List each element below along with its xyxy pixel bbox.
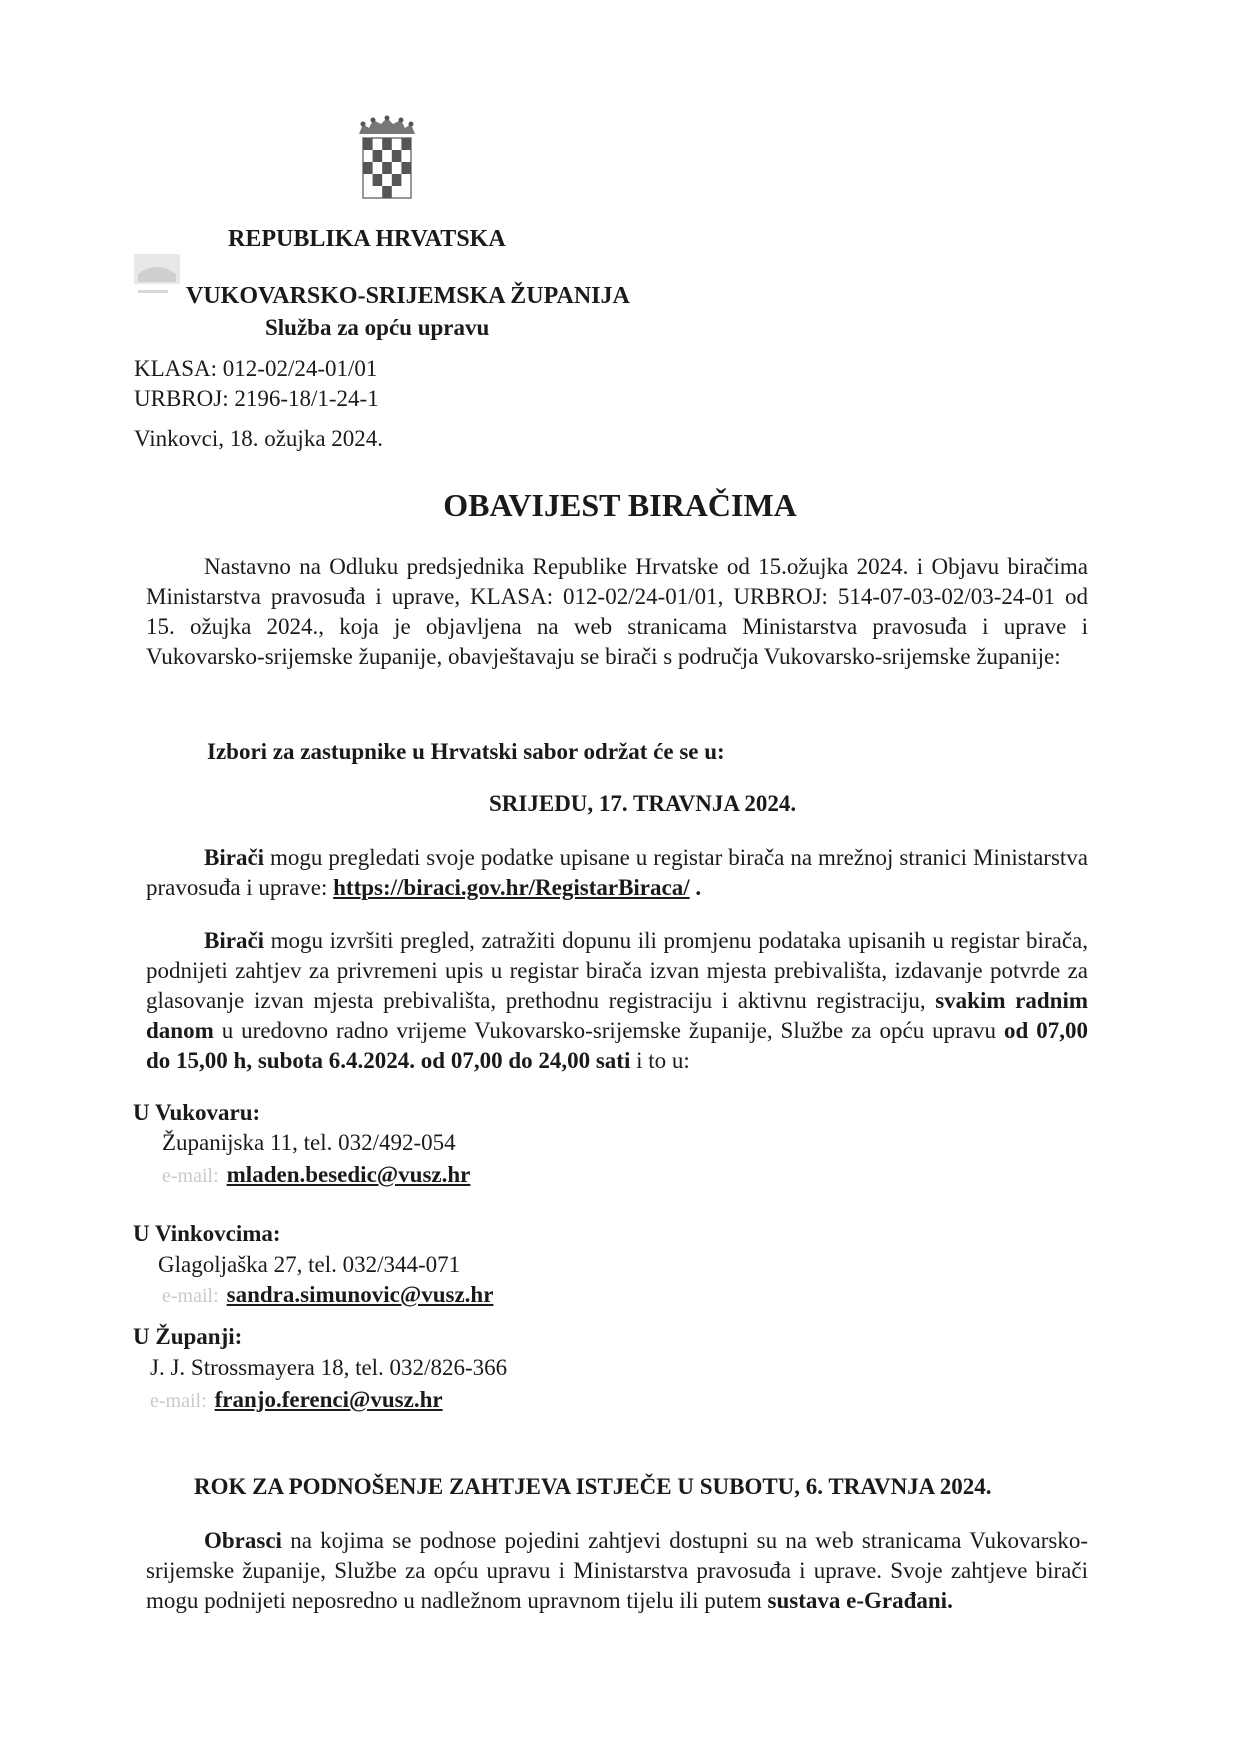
election-date: SRIJEDU, 17. TRAVNJA 2024. <box>489 791 797 816</box>
email-link-vinkovci[interactable]: sandra.simunovic@vusz.hr <box>226 1282 494 1307</box>
county-name: VUKOVARSKO-SRIJEMSKA ŽUPANIJA <box>186 283 630 309</box>
croatian-coat-of-arms-icon <box>355 112 419 208</box>
deadline-notice: ROK ZA PODNOŠENJE ZAHTJEVA ISTJEČE U SUBOTU, 6. TRAVNJA 2024. <box>194 1474 992 1499</box>
register-link[interactable]: https://biraci.gov.hr/RegistarBiraca/ <box>333 875 690 900</box>
office-email-vukovar: e-mail: mladen.besedic@vusz.hr <box>162 1162 471 1187</box>
office-heading-zupanja: U Županji: <box>133 1324 243 1349</box>
office-heading-vinkovci: U Vinkovcima: <box>133 1221 281 1246</box>
office-address-vukovar: Županijska 11, tel. 032/492-054 <box>162 1130 456 1155</box>
forms-paragraph: Obrasci na kojima se podnose pojedini zahtjevi dostupni su na web stranicama Vukovarsko-srijemske županije, Službe za opću upravu i Ministarstva pravosuđa i uprave. Svoje zahtjeve birači mogu podnijeti neposredno u nadležnom upravnom tijelu ili putem sustava e-Građani. <box>146 1528 1088 1613</box>
register-paragraph: Birači mogu pregledati svoje podatke upisane u registar birača na mrežnoj stranici Ministarstva pravosuđa i uprave: https://biraci.gov.hr/RegistarBiraca/ . <box>146 845 1088 900</box>
county-logo-icon <box>132 252 182 300</box>
office-address-vinkovci: Glagoljaška 27, tel. 032/344-071 <box>158 1252 461 1277</box>
country-name: REPUBLIKA HRVATSKA <box>228 226 506 252</box>
intro-paragraph: Nastavno na Odluku predsjednika Republike Hrvatske od 15.ožujka 2024. i Objavu biračima Ministarstva pravosuđa i uprave, KLASA: 012-02/24-01/01, URBROJ: 514-07-03-02/03-24-01 od 15. ožujka 2024., koja je objavljena na web stranicama Ministarstva pravosuđa i uprave i Vukovarsko-srijemske županije, obavještavaju se birači s područja Vukovarsko-srijemske županije: <box>146 554 1088 669</box>
service-name: Služba za opću upravu <box>265 315 490 340</box>
urbroj: URBROJ: 2196-18/1-24-1 <box>134 386 379 411</box>
elections-line: Izbori za zastupnike u Hrvatski sabor održat će se u: <box>207 739 725 764</box>
email-link-vukovar[interactable]: mladen.besedic@vusz.hr <box>226 1162 471 1187</box>
email-link-zupanja[interactable]: franjo.ferenci@vusz.hr <box>214 1387 443 1412</box>
klasa: KLASA: 012-02/24-01/01 <box>134 356 378 381</box>
requests-paragraph: Birači mogu izvršiti pregled, zatražiti dopunu ili promjenu podataka upisanih u registar birača, podnijeti zahtjev za privremeni upis u registar birača izvan mjesta prebivališta, izdavanje potvrde za glasovanje izvan mjesta prebivališta, prethodnu registraciju i aktivnu registraciju, svakim radnim danom u uredovno radno vrijeme Vukovarsko-srijemske županije, Službe za opću upravu od 07,00 do 15,00 h, subota 6.4.2024. od 07,00 do 24,00 sati i to u: <box>146 928 1089 1073</box>
office-address-zupanja: J. J. Strossmayera 18, tel. 032/826-366 <box>150 1355 508 1380</box>
office-email-zupanja: e-mail: franjo.ferenci@vusz.hr <box>150 1387 443 1412</box>
office-email-vinkovci: e-mail: sandra.simunovic@vusz.hr <box>162 1282 494 1307</box>
place-date: Vinkovci, 18. ožujka 2024. <box>134 426 384 451</box>
office-heading-vukovar: U Vukovaru: <box>133 1100 261 1125</box>
page-title: OBAVIJEST BIRAČIMA <box>443 487 797 523</box>
